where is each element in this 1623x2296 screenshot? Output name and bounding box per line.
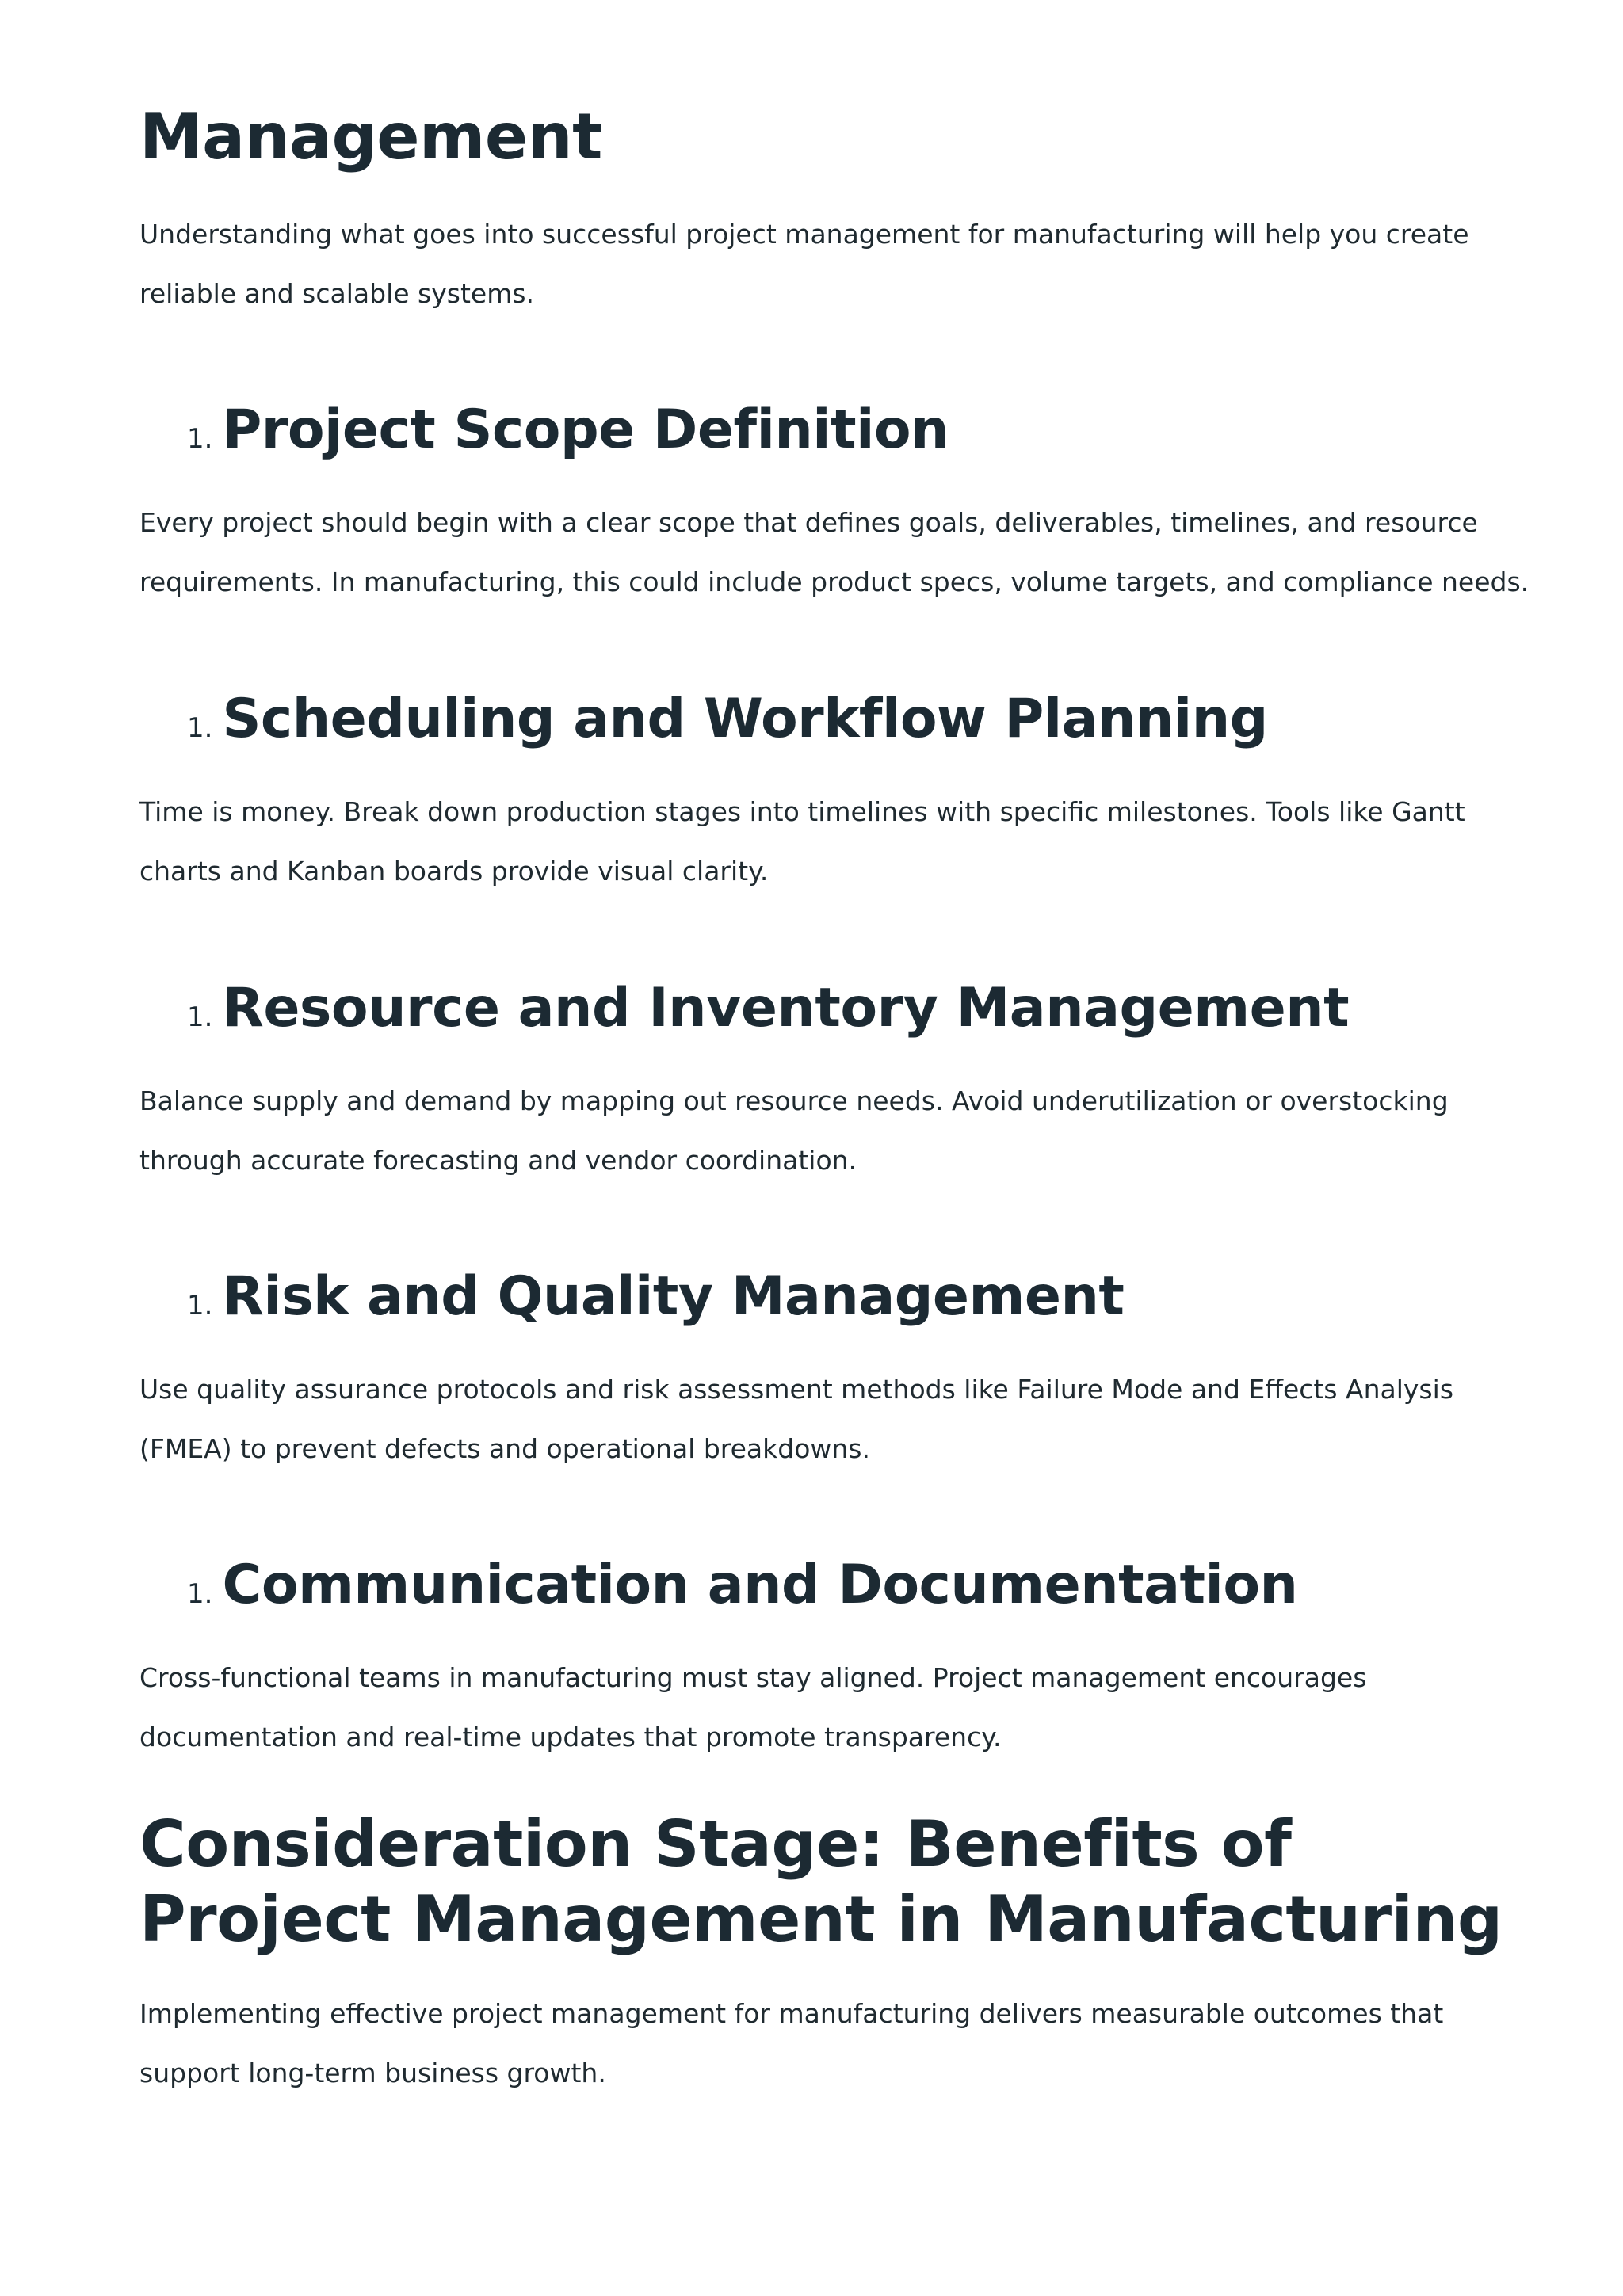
section-heading-consideration: Consideration Stage: Benefits of Project Management in Manufacturing: [139, 1807, 1503, 1956]
list-item-heading-scheduling: [187, 684, 1268, 755]
list-number: 1.: [187, 1290, 213, 1322]
list-item-paragraph: Cross-functional teams in manufacturing must stay aligned. Project management encourages documentation and real-time updates that promote transparency.: [139, 1662, 1367, 1753]
list-item-heading-resource: [187, 973, 1349, 1044]
list-item-paragraph: Every project should begin with a clear scope that defines goals, deliverables, timelines, and resource requirements. In manufacturing, this could include product specs, volume targets, and compliance needs.: [139, 507, 1529, 597]
intro-paragraph: Understanding what goes into successful project management for manufacturing will help you create reliable and scalable systems.: [139, 219, 1469, 309]
list-item-title: Scheduling and Workflow Planning: [222, 688, 1268, 750]
list-item-title: Project Scope Definition: [222, 399, 949, 461]
list-item-heading-risk: [187, 1261, 1124, 1333]
list-number: 1.: [187, 423, 213, 455]
list-number: 1.: [187, 1001, 213, 1033]
list-item-heading-scope: [187, 395, 949, 466]
list-number: 1.: [187, 1578, 213, 1610]
list-item-title: Risk and Quality Management: [222, 1265, 1125, 1328]
list-item-paragraph: Balance supply and demand by mapping out resource needs. Avoid underutilization or overstocking through accurate forecasting and vendor coordination.: [139, 1085, 1449, 1176]
list-item-title: Communication and Documentation: [222, 1554, 1298, 1616]
section-heading-management: Management: [139, 100, 602, 174]
list-item-heading-communication: [187, 1550, 1297, 1621]
list-item-paragraph: Time is money. Break down production stages into timelines with specific milestones. Tools like Gantt charts and Kanban boards provide visual clarity.: [139, 796, 1465, 887]
list-item-title: Resource and Inventory Management: [222, 977, 1350, 1039]
list-number: 1.: [187, 712, 213, 744]
consideration-paragraph: Implementing effective project management for manufacturing delivers measurable outcomes that support long-term business growth.: [139, 1998, 1444, 2088]
list-item-paragraph: Use quality assurance protocols and risk assessment methods like Failure Mode and Effects Analysis (FMEA) to prevent defects and operational breakdowns.: [139, 1374, 1454, 1464]
